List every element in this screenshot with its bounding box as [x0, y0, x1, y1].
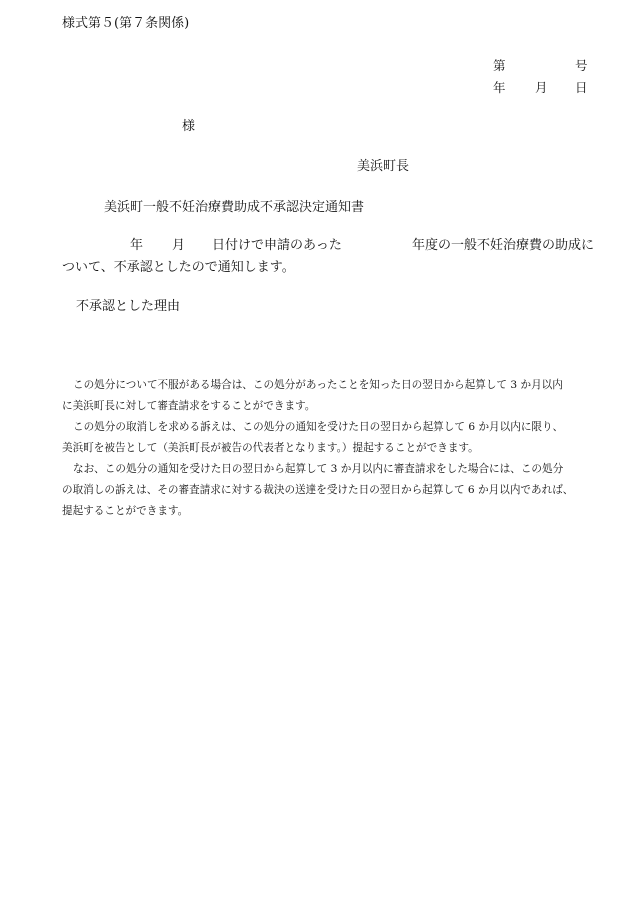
issue-date-day: 日: [575, 80, 588, 95]
application-date-month: 月: [172, 238, 186, 253]
notice-line: なお、この処分の通知を受けた日の翌日から起算して 3 か月以内に審査請求をした場合には、この処分: [73, 463, 564, 475]
document-title: 美浜町一般不妊治療費助成不承認決定通知書: [104, 200, 365, 215]
document-number-suffix: 号: [575, 58, 588, 73]
notice-line: この処分の取消しを求める訴えは、この処分の通知を受けた日の翌日から起算して 6 か月以内に限り、: [73, 421, 564, 433]
form-label: 様式第５(第７条関係): [62, 16, 190, 31]
application-date-year: 年: [130, 238, 144, 253]
notice-line: に美浜町長に対して審査請求をすることができます。: [62, 400, 316, 412]
fiscal-year-text: 年度の一般不妊治療費の助成に: [412, 238, 595, 253]
issuer-name: 美浜町長: [357, 159, 410, 174]
addressee-honorific: 様: [182, 119, 196, 134]
notice-line: 美浜町を被告として（美浜町長が被告の代表者となります。）提起することができます。: [62, 442, 479, 454]
issue-date-year: 年: [493, 80, 506, 95]
issue-date-month: 月: [535, 80, 548, 95]
notice-line: 提起することができます。: [62, 505, 189, 517]
document-number-prefix: 第: [493, 58, 506, 73]
notification-text: ついて、不承認としたので通知します。: [62, 260, 295, 275]
notice-line: この処分について不服がある場合は、この処分があったことを知った日の翌日から起算して 3 か月以内: [73, 379, 563, 391]
application-date-text: 日付けで申請のあった: [212, 238, 342, 253]
appeal-notice: [62, 375, 610, 522]
reason-heading: 不承認とした理由: [76, 299, 181, 314]
notice-line: の取消しの訴えは、その審査請求に対する裁決の送達を受けた日の翌日から起算して 6 か月以内であれば、: [62, 484, 574, 496]
